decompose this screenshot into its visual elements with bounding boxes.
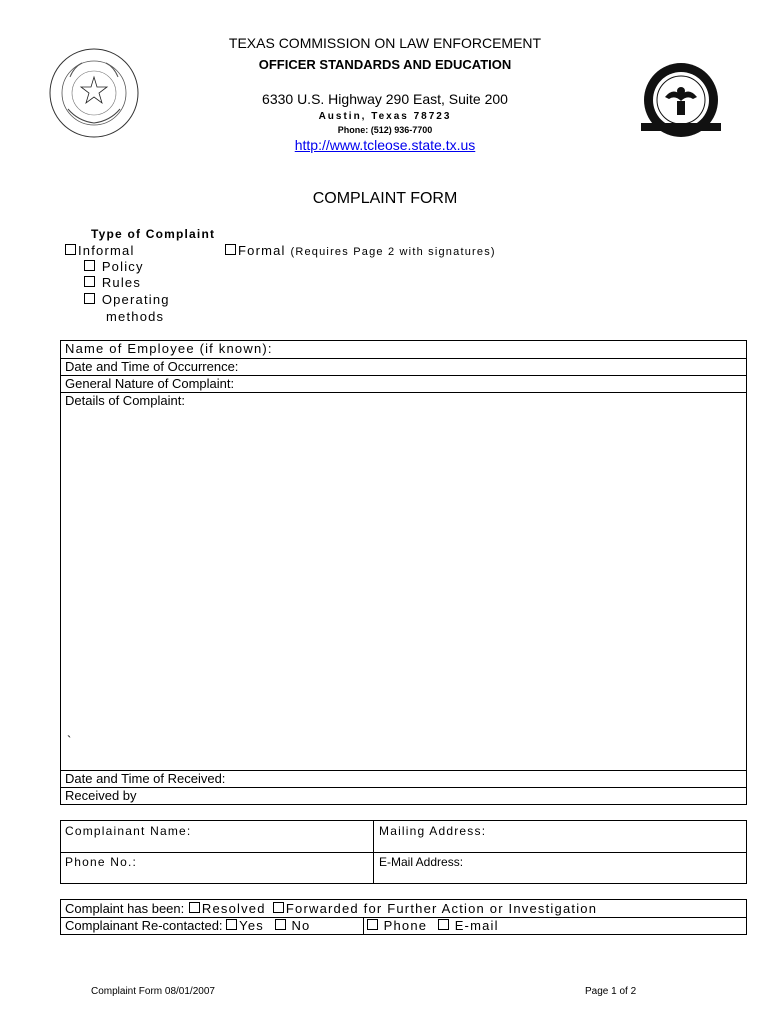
operating-label: Operating <box>101 292 170 307</box>
phone-label: Phone <box>383 918 428 933</box>
policy-label: Policy <box>101 259 144 274</box>
phone-checkbox[interactable] <box>367 919 378 930</box>
recontacted-label: Complainant Re-contacted: <box>65 918 223 933</box>
form-title: COMPLAINT FORM <box>312 190 458 207</box>
general-nature-field[interactable]: General Nature of Complaint: <box>61 376 746 393</box>
informal-option[interactable] <box>65 243 135 258</box>
phone-field[interactable]: Phone No.: <box>65 855 138 869</box>
contact-col-divider <box>373 821 374 883</box>
stray-mark: ` <box>67 733 72 748</box>
status-row-2-contact <box>367 918 499 933</box>
no-checkbox[interactable] <box>275 919 286 930</box>
agency-division: OFFICER STANDARDS AND EDUCATION <box>258 57 512 72</box>
mailing-address-field[interactable]: Mailing Address: <box>379 824 487 838</box>
phone-number: Phone: (512) 936-7700 <box>337 125 433 135</box>
email-field[interactable]: E-Mail Address: <box>379 855 464 869</box>
operating-option[interactable] <box>84 292 170 307</box>
informal-label: Informal <box>78 243 135 258</box>
operating-checkbox[interactable] <box>84 293 95 304</box>
employee-name-field[interactable]: Name of Employee (if known): <box>61 341 746 359</box>
details-label: Details of Complaint: <box>65 393 185 408</box>
rules-label: Rules <box>101 275 142 290</box>
complainant-name-field[interactable]: Complainant Name: <box>65 824 192 838</box>
informal-checkbox[interactable] <box>65 244 76 255</box>
forwarded-checkbox[interactable] <box>273 902 284 913</box>
yes-checkbox[interactable] <box>226 919 237 930</box>
resolved-checkbox[interactable] <box>189 902 200 913</box>
has-been-label: Complaint has been: <box>65 901 185 916</box>
rules-checkbox[interactable] <box>84 276 95 287</box>
status-row-1 <box>65 901 597 916</box>
formal-label: Formal <box>238 243 286 258</box>
status-col-divider <box>363 917 364 934</box>
website-link[interactable]: http://www.tcleose.state.tx.us <box>294 137 476 153</box>
received-by-field[interactable]: Received by <box>65 788 137 803</box>
formal-note: (Requires Page 2 with signatures) <box>290 246 496 258</box>
operating-label-cont: methods <box>106 309 165 324</box>
footer-page-number: Page 1 of 2 <box>585 986 637 997</box>
resolved-label: Resolved <box>201 901 266 916</box>
agency-name: TEXAS COMMISSION ON LAW ENFORCEMENT <box>228 35 542 51</box>
type-heading: Type of Complaint <box>91 227 216 241</box>
received-datetime-field[interactable]: Date and Time of Received: <box>61 771 746 788</box>
occurrence-datetime-field[interactable]: Date and Time of Occurrence: <box>61 359 746 376</box>
contact-row-divider <box>61 852 746 853</box>
city-state-zip: Austin, Texas 78723 <box>318 111 452 122</box>
no-label: No <box>291 918 311 933</box>
policy-checkbox[interactable] <box>84 260 95 271</box>
details-field[interactable] <box>61 393 746 771</box>
policy-option[interactable] <box>84 259 144 274</box>
formal-option[interactable] <box>225 243 496 258</box>
complaint-details-table <box>60 340 747 805</box>
complainant-contact-table <box>60 820 747 884</box>
formal-checkbox[interactable] <box>225 244 236 255</box>
status-row-2 <box>65 918 310 933</box>
forwarded-label: Forwarded for Further Action or Investigation <box>285 901 598 916</box>
email-label: E-mail <box>454 918 499 933</box>
rules-option[interactable] <box>84 275 141 290</box>
yes-label: Yes <box>239 918 264 933</box>
footer-form-version: Complaint Form 08/01/2007 <box>91 986 215 997</box>
email-checkbox[interactable] <box>438 919 449 930</box>
street-address: 6330 U.S. Highway 290 East, Suite 200 <box>262 91 508 107</box>
complaint-status-table <box>60 899 747 935</box>
